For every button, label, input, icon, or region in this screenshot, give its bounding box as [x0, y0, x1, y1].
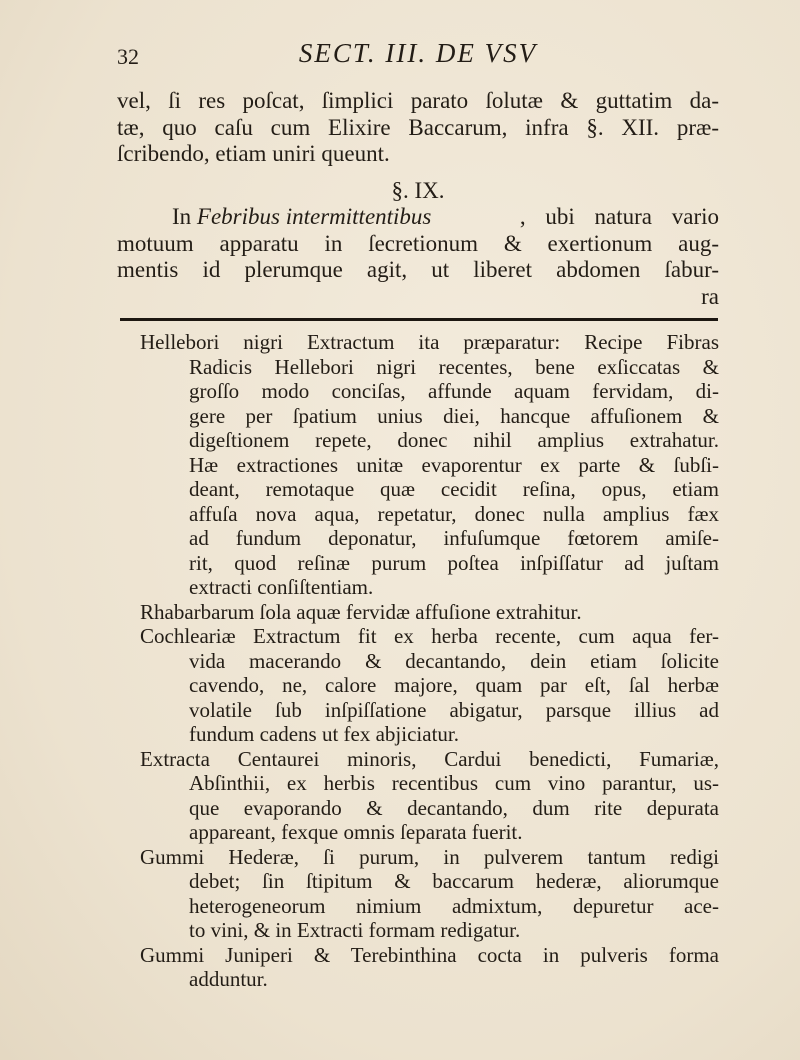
footnote-entry [140, 600, 719, 625]
text-line: vel, ſi res poſcat, ſimplici parato ſolutæ & guttatim da- [117, 88, 719, 113]
page-number: 32 [117, 44, 139, 69]
footnote-line: heterogeneorum nimium admixtum, depuretur ace- [189, 893, 719, 918]
footnote-line: groſſo modo conciſas, affunde aquam fervidam, di- [189, 379, 719, 403]
footnote-divider [120, 318, 718, 321]
para-start: In [172, 204, 192, 229]
text-line [117, 204, 719, 231]
footnote-line: cavendo, ne, calore majore, quam par eſt, ſal herbæ [189, 673, 719, 697]
footnote-line: affuſa nova aqua, repetatur, donec nulla amplius fæx [189, 501, 719, 526]
footnote-line: Gummi Juniperi & Terebinthina cocta in pulveris forma [140, 942, 719, 967]
footnote-line: digeſtionem repete, donec nihil amplius extrahatur. [189, 428, 719, 452]
footnote-line: Hæ extractiones unitæ evaporentur ex parte & ſubſi- [189, 452, 719, 477]
footnote-line: ad fundum deponatur, infuſumque fœtorem amiſe- [189, 526, 719, 550]
footnote-line: Cochleariæ Extractum fit ex herba recente, cum aqua fer- [140, 624, 719, 648]
text-line: tæ, quo caſu cum Elixire Baccarum, infra §. XII. præ- [117, 114, 719, 140]
main-text [117, 88, 719, 310]
page-header [117, 38, 719, 72]
footnote-line: adduntur. [189, 967, 268, 991]
footnotes [140, 330, 719, 992]
footnote-line: gere per ſpatium unius diei, hancque affuſionem & [189, 403, 719, 428]
footnote-entry [140, 330, 719, 600]
footnote-line: Rhabarbarum ſola aquæ fervidæ affuſione extrahitur. [140, 599, 582, 624]
section-heading: §. IX. [391, 177, 445, 203]
footnote-line: que evaporando & decantando, dum rite depurata [189, 795, 719, 820]
footnote-line: Abſinthii, ex herbis recentibus cum vino parantur, us- [189, 771, 719, 795]
footnote-line: fundum cadens ut fex abjiciatur. [189, 722, 459, 746]
footnote-entry [140, 747, 719, 845]
footnote-line: Radicis Hellebori nigri recentes, bene exſiccatas & [189, 354, 719, 379]
text-line: mentis id plerumque agit, ut liberet abdomen ſabur- [117, 257, 719, 282]
footnote-line: to vini, & in Extracti formam redigatur. [189, 918, 521, 942]
para-first-rest: , ubi natura vario [519, 204, 719, 229]
catchword: ra [701, 283, 719, 309]
running-title: SECT. III. DE VSV [298, 38, 538, 68]
text-line: ſcribendo, etiam uniri queunt. [117, 141, 390, 166]
footnote-entry [140, 845, 719, 943]
footnote-line: Hellebori nigri Extractum ita præparatur: Recipe Fibras [140, 330, 719, 354]
footnote-line: Gummi Hederæ, ſi purum, in pulverem tantum redigi [140, 844, 719, 869]
footnote-line: rit, quod reſinæ purum poſtea inſpiſſatur ad juſtam [189, 550, 719, 575]
footnote-line: volatile ſub inſpiſſatione abigatur, parsque illius ad [189, 697, 719, 722]
footnote-line: deant, remotaque quæ cecidit reſina, opus, etiam [189, 477, 719, 501]
footnote-line: Extracta Centaurei minoris, Cardui benedicti, Fumariæ, [140, 746, 719, 771]
footnote-line: vida macerando & decantando, dein etiam ſolicite [189, 648, 719, 673]
text-line: motuum apparatu in ſecretionum & exertionum aug- [117, 230, 719, 256]
footnote-line: appareant, fexque omnis ſeparata fuerit. [189, 820, 523, 844]
footnote-line: debet; ſin ſtipitum & baccarum hederæ, aliorumque [189, 869, 719, 893]
footnote-line: extracti conſiſtentiam. [189, 575, 374, 599]
footnote-entry [140, 624, 719, 747]
footnote-entry [140, 943, 719, 992]
italic-term: Febribus intermittentibus [196, 204, 432, 229]
